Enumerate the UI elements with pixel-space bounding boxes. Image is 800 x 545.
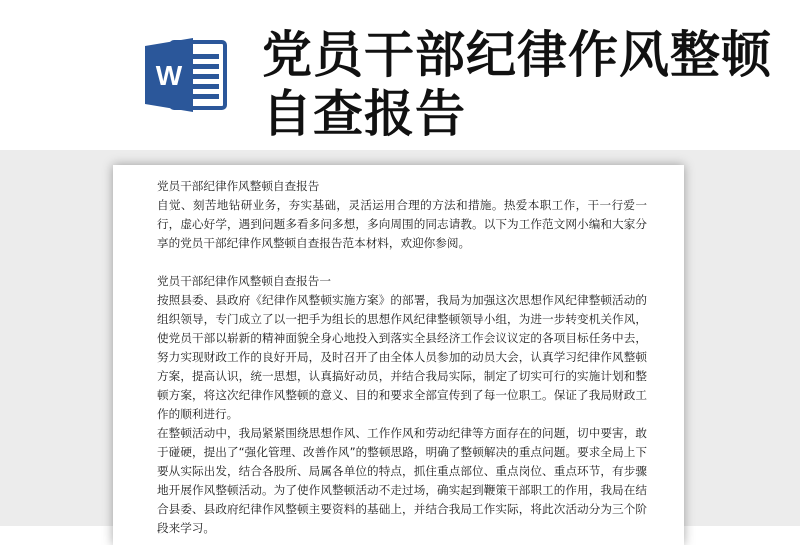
document-paragraph-1: 按照县委、县政府《纪律作风整顿实施方案》的部署，我局为加强这次思想作风纪律整顿活动的组织领导，专门成立了以一把手为组长的思想作风纪律整顿领导小组，为进一步转变机关作风，使党员干部以崭新的精神面貌全身心地投入到落实全县经济工作会议议定的各项目标任务中去，努力实现财政工作的良好开局，及时召开了由全体人员参加的动员大会，认真学习纪律作风整顿方案，提高认识，统一思想，认真搞好动员，并结合我局实际，制定了切实可行的实施计划和整顿方案，将这次纪律作风整顿的意义、目的和要求全部宣传到了每一位职工。保证了我局财政工作的顺利进行。 [157, 293, 647, 421]
header-banner [0, 0, 800, 150]
word-document-icon [143, 34, 229, 116]
document-page [113, 165, 684, 545]
page-title: 党员干部纪律作风整顿自查报告 [262, 26, 772, 143]
word-logo-letter: W [155, 60, 183, 91]
document-paragraph-2: 在整顿活动中，我局紧紧围绕思想作风、工作作风和劳动纪律等方面存在的问题，切中要害，敢于碰硬，提出了“强化管理、改善作风”的整顿思路，明确了整顿解决的重点问题。要求全局上下要从实际出发，结合各股所、局属各单位的特点，抓住重点部位、重点岗位、重点环节，有步骤地开展作风整顿活动。为了使作风整顿活动不走过场，确实起到鞭策干部职工的作用，我局在结合县委、县政府纪律作风整顿主要资料的基础上，并结合我局工作实际，将此次活动分为三个阶段来学习。 [157, 426, 647, 535]
paragraph-gap [157, 253, 647, 272]
document-intro: 自觉、刻苦地钻研业务，夯实基础，灵活运用合理的方法和措施。热爱本职工作，干一行爱一行，虚心好学，遇到问题多看多问多想，多向周围的同志请教。以下为工作范文网小编和大家分享的党员干部纪律作风整顿自查报告范本材料，欢迎你参阅。 [157, 198, 647, 250]
document-body [157, 177, 647, 538]
section-title: 党员干部纪律作风整顿自查报告一 [157, 274, 331, 288]
document-title: 党员干部纪律作风整顿自查报告 [157, 179, 320, 193]
